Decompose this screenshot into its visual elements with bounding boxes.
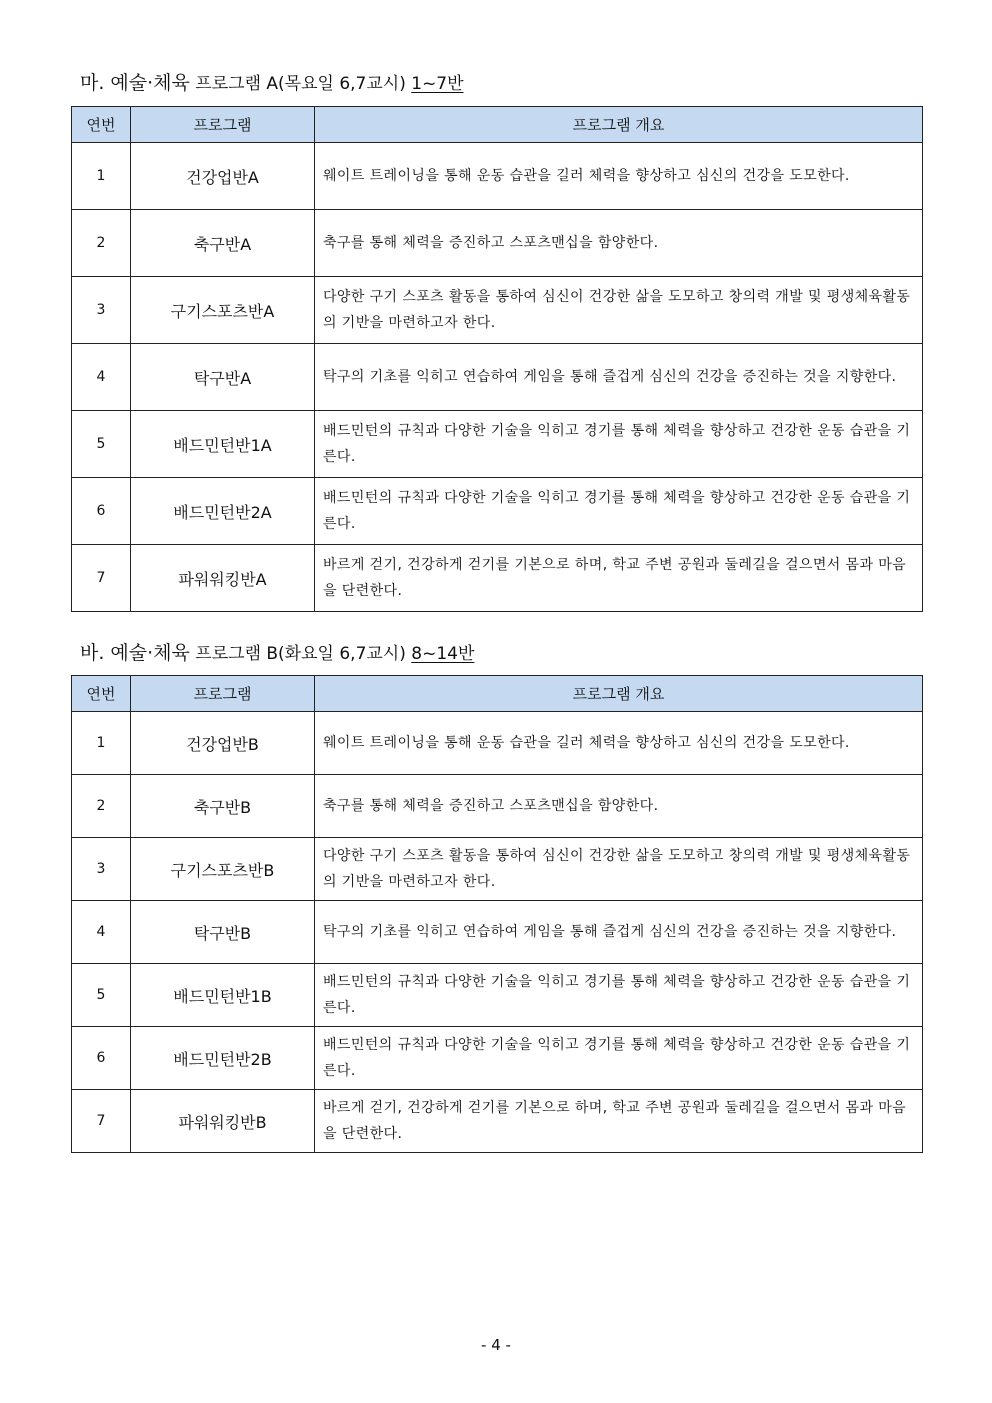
program-name: 축구반B <box>131 775 315 838</box>
program-description: 탁구의 기초를 익히고 연습하여 게임을 통해 즐겁게 심신의 건강을 증진하는 것을 지향한다. <box>315 901 923 964</box>
section-a-title <box>80 70 464 97</box>
program-description: 배드민턴의 규칙과 다양한 기술을 익히고 경기를 통해 체력을 향상하고 건강한 운동 습관을 기른다. <box>315 478 923 545</box>
section-a-title-middle: 프로그램 A(목요일 6,7교시) <box>195 74 406 94</box>
section-a-title-range: 1~7반 <box>411 74 464 94</box>
program-table-b <box>71 675 923 1153</box>
header-overview: 프로그램 개요 <box>315 676 923 712</box>
row-number: 3 <box>72 838 131 901</box>
program-description: 배드민턴의 규칙과 다양한 기술을 익히고 경기를 통해 체력을 향상하고 건강한 운동 습관을 기른다. <box>315 411 923 478</box>
table-row <box>72 411 923 478</box>
table-row <box>72 901 923 964</box>
header-overview: 프로그램 개요 <box>315 107 923 143</box>
program-description: 다양한 구기 스포츠 활동을 통하여 심신이 건강한 삶을 도모하고 창의력 개발 및 평생체육활동의 기반을 마련하고자 한다. <box>315 277 923 344</box>
table-header-row <box>72 107 923 143</box>
table-row <box>72 1090 923 1153</box>
program-description: 웨이트 트레이닝을 통해 운동 습관을 길러 체력을 향상하고 심신의 건강을 도모한다. <box>315 712 923 775</box>
table-row <box>72 712 923 775</box>
program-name: 배드민턴반1A <box>131 411 315 478</box>
row-number: 1 <box>72 712 131 775</box>
program-name: 파워워킹반B <box>131 1090 315 1153</box>
header-no: 연번 <box>72 107 131 143</box>
table-row <box>72 964 923 1027</box>
section-a-title-prefix: 마. 예술·체육 <box>80 72 190 94</box>
program-name: 구기스포츠반B <box>131 838 315 901</box>
row-number: 2 <box>72 210 131 277</box>
table-row <box>72 344 923 411</box>
section-b-title <box>80 640 474 667</box>
program-name: 건강업반A <box>131 143 315 210</box>
row-number: 6 <box>72 1027 131 1090</box>
row-number: 7 <box>72 545 131 612</box>
table-row <box>72 838 923 901</box>
section-b-title-prefix: 바. 예술·체육 <box>80 642 190 664</box>
row-number: 5 <box>72 964 131 1027</box>
header-program: 프로그램 <box>131 676 315 712</box>
program-description: 배드민턴의 규칙과 다양한 기술을 익히고 경기를 통해 체력을 향상하고 건강한 운동 습관을 기른다. <box>315 964 923 1027</box>
row-number: 6 <box>72 478 131 545</box>
program-description: 축구를 통해 체력을 증진하고 스포츠맨십을 함양한다. <box>315 775 923 838</box>
row-number: 4 <box>72 901 131 964</box>
page-number: - 4 - <box>481 1336 511 1354</box>
table-row <box>72 143 923 210</box>
program-description: 탁구의 기초를 익히고 연습하여 게임을 통해 즐겁게 심신의 건강을 증진하는 것을 지향한다. <box>315 344 923 411</box>
row-number: 7 <box>72 1090 131 1153</box>
header-no: 연번 <box>72 676 131 712</box>
program-description: 축구를 통해 체력을 증진하고 스포츠맨십을 함양한다. <box>315 210 923 277</box>
program-description: 다양한 구기 스포츠 활동을 통하여 심신이 건강한 삶을 도모하고 창의력 개발 및 평생체육활동의 기반을 마련하고자 한다. <box>315 838 923 901</box>
row-number: 4 <box>72 344 131 411</box>
program-name: 건강업반B <box>131 712 315 775</box>
table-row <box>72 545 923 612</box>
row-number: 5 <box>72 411 131 478</box>
table-row <box>72 210 923 277</box>
table-row <box>72 1027 923 1090</box>
program-name: 구기스포츠반A <box>131 277 315 344</box>
program-description: 배드민턴의 규칙과 다양한 기술을 익히고 경기를 통해 체력을 향상하고 건강한 운동 습관을 기른다. <box>315 1027 923 1090</box>
section-b-title-range: 8~14반 <box>411 644 475 664</box>
program-name: 배드민턴반2A <box>131 478 315 545</box>
table-row <box>72 478 923 545</box>
program-name: 탁구반A <box>131 344 315 411</box>
program-description: 웨이트 트레이닝을 통해 운동 습관을 길러 체력을 향상하고 심신의 건강을 도모한다. <box>315 143 923 210</box>
header-program: 프로그램 <box>131 107 315 143</box>
row-number: 1 <box>72 143 131 210</box>
program-name: 배드민턴반1B <box>131 964 315 1027</box>
row-number: 2 <box>72 775 131 838</box>
program-table-a <box>71 106 923 612</box>
program-name: 축구반A <box>131 210 315 277</box>
table-header-row <box>72 676 923 712</box>
program-description: 바르게 걷기, 건강하게 걷기를 기본으로 하며, 학교 주변 공원과 둘레길을 걸으면서 몸과 마음을 단련한다. <box>315 1090 923 1153</box>
table-row <box>72 277 923 344</box>
row-number: 3 <box>72 277 131 344</box>
program-name: 탁구반B <box>131 901 315 964</box>
program-name: 파워워킹반A <box>131 545 315 612</box>
section-b-title-middle: 프로그램 B(화요일 6,7교시) <box>195 644 406 664</box>
program-description: 바르게 걷기, 건강하게 걷기를 기본으로 하며, 학교 주변 공원과 둘레길을 걸으면서 몸과 마음을 단련한다. <box>315 545 923 612</box>
program-name: 배드민턴반2B <box>131 1027 315 1090</box>
table-row <box>72 775 923 838</box>
